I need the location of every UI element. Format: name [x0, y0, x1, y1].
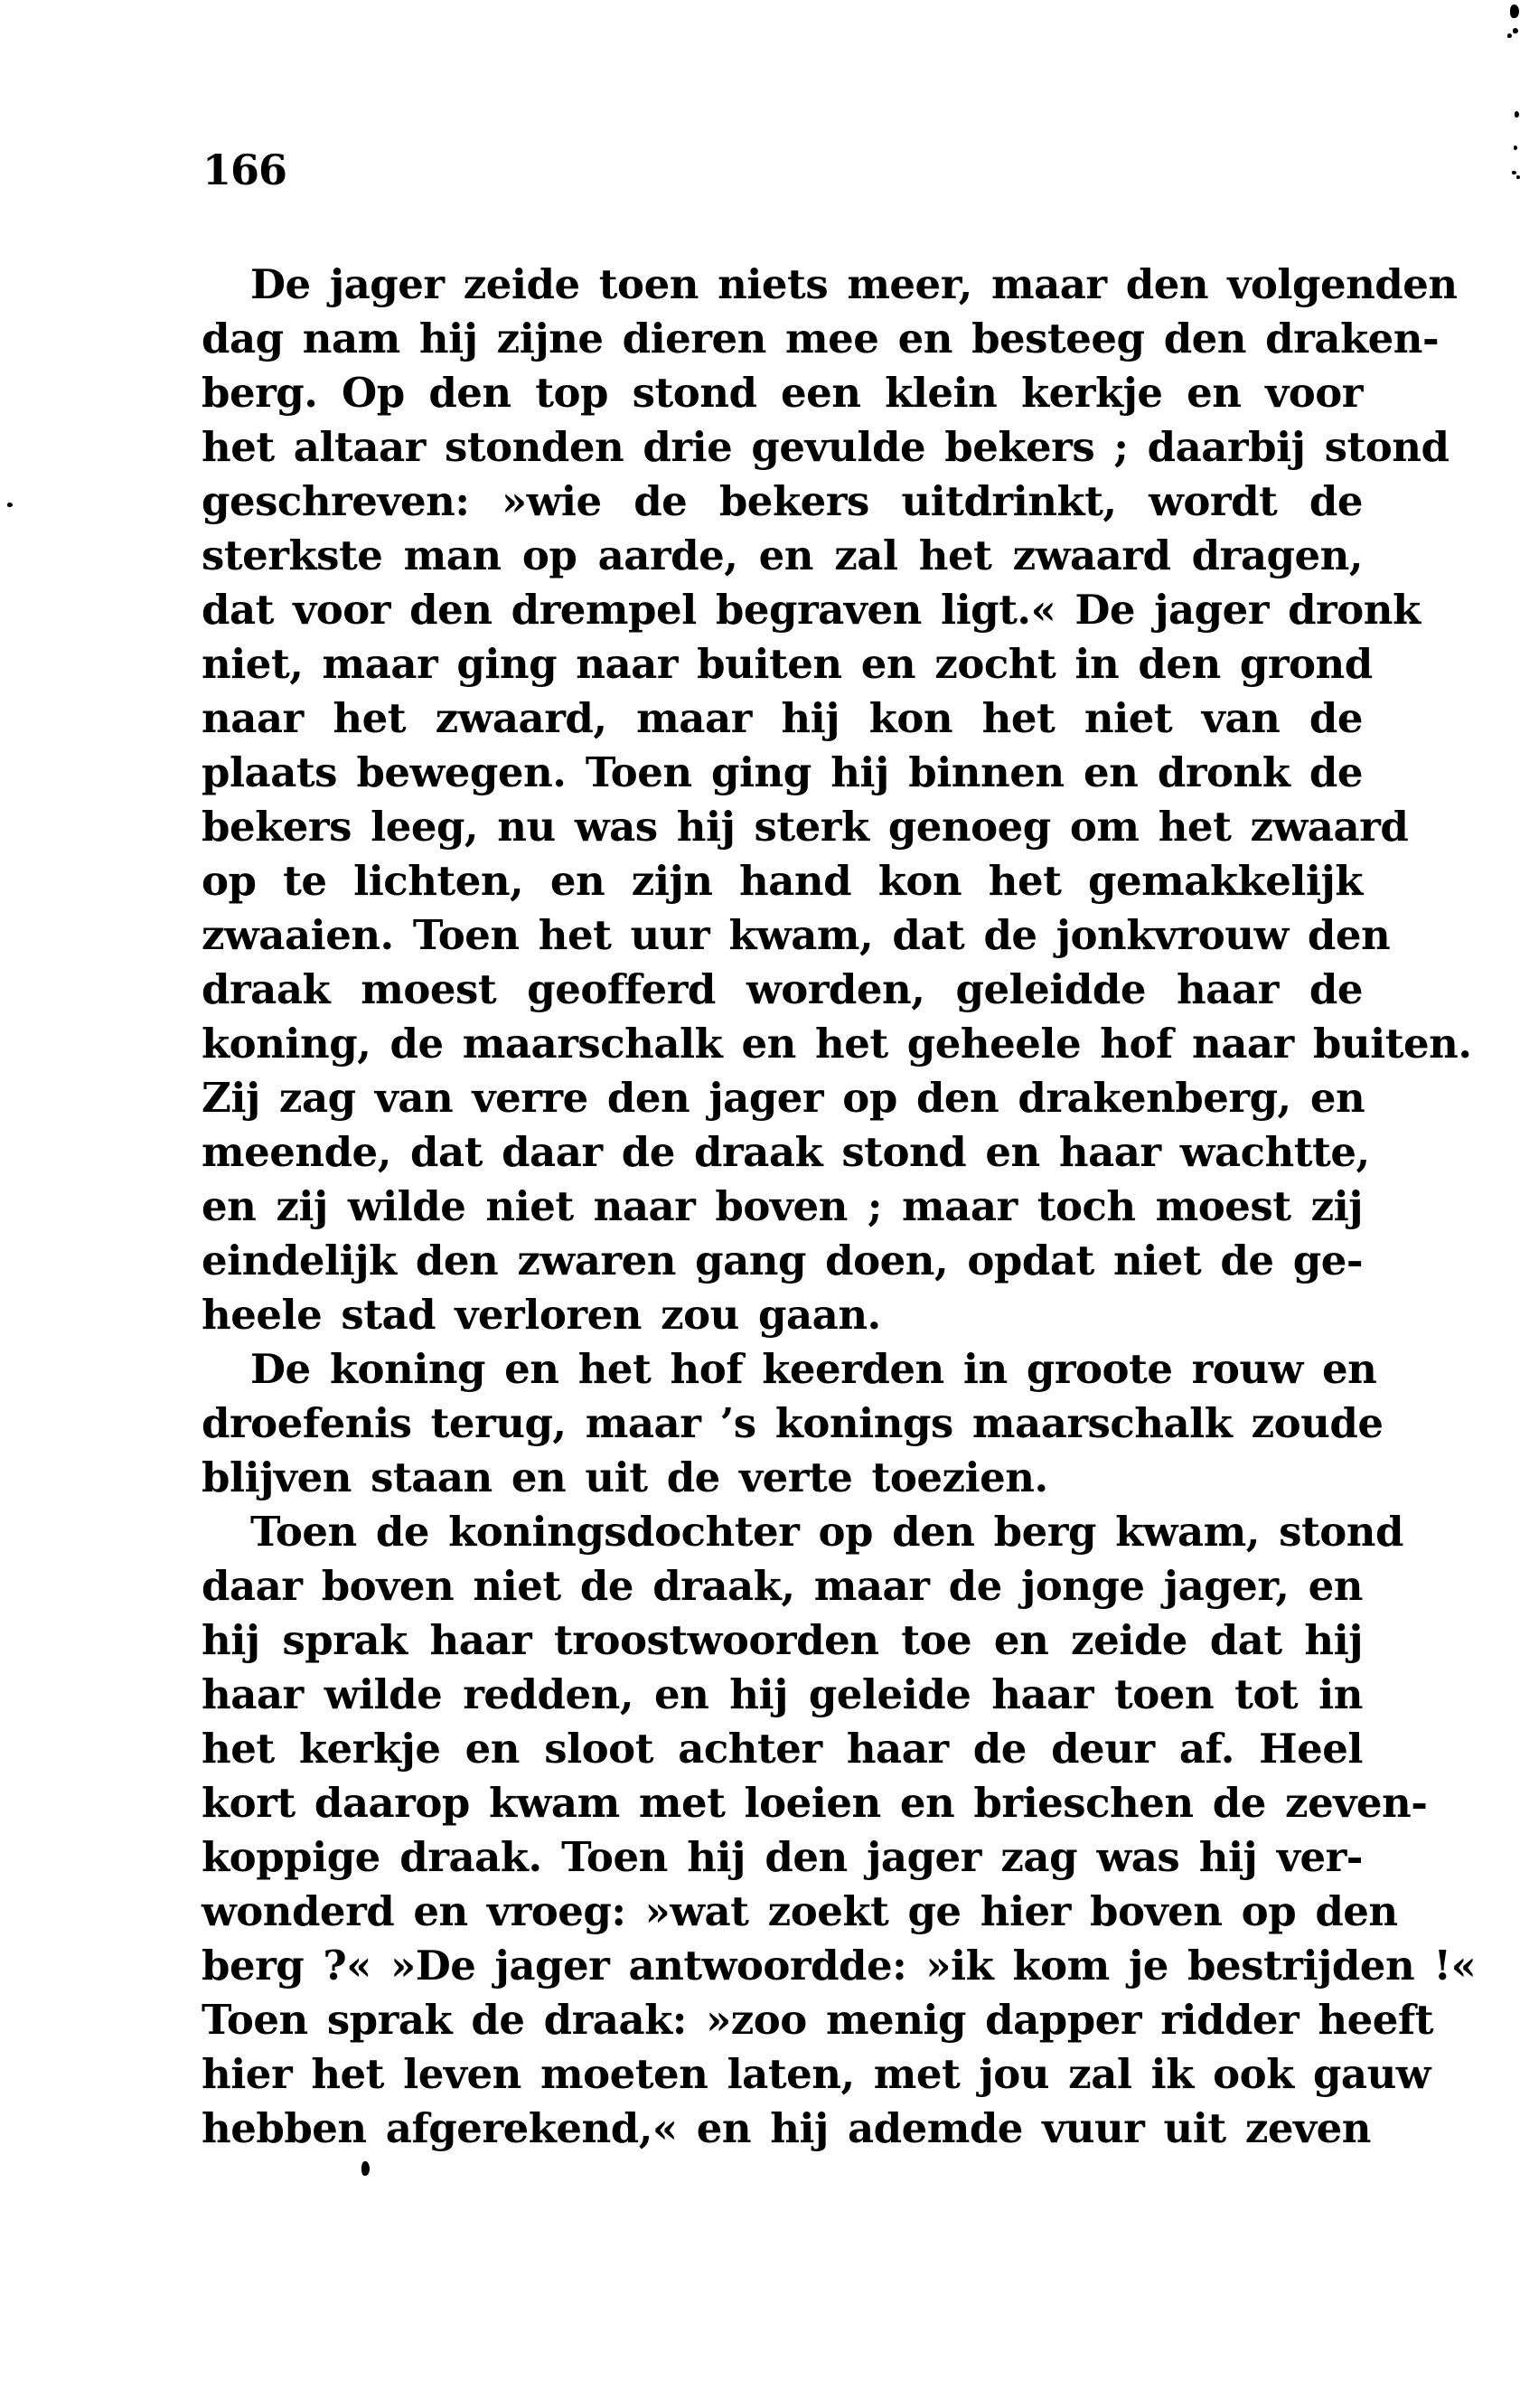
text-line: Toen de koningsdochter op den berg kwam, stond — [250, 1508, 1403, 1556]
text-line: blijven staan en uit de verte toezien. — [202, 1453, 1048, 1501]
ink-speck — [1513, 28, 1518, 33]
text-line: koning, de maarschalk en het geheele hof naar buiten. — [202, 1020, 1472, 1068]
text-line: heele stad verloren zou gaan. — [202, 1291, 881, 1339]
text-line: dat voor den drempel begraven ligt.« De jager dronk — [202, 586, 1421, 634]
text-line: dag nam hij zijne dieren mee en besteeg den draken- — [202, 315, 1440, 362]
page-text — [202, 258, 1477, 2156]
text-line: daar boven niet de draak, maar de jonge jager, en — [202, 1562, 1363, 1610]
text-line: meende, dat daar de draak stond en haar wachtte, — [202, 1128, 1370, 1176]
text-line: zwaaien. Toen het uur kwam, dat de jonkvrouw den — [202, 911, 1391, 959]
text-line: kort daarop kwam met loeien en brieschen de zeven- — [202, 1779, 1428, 1827]
text-line: wonderd en vroeg: »wat zoekt ge hier boven op den — [202, 1887, 1398, 1935]
text-line: het kerkje en sloot achter haar de deur af. Heel — [202, 1725, 1363, 1773]
text-line: eindelijk den zwaren gang doen, opdat niet de ge- — [202, 1237, 1363, 1284]
text-line: bekers leeg, nu was hij sterk genoeg om het zwaard — [202, 803, 1409, 851]
text-line: berg ?« »De jager antwoordde: »ik kom je bestrijden !« — [202, 1942, 1477, 1989]
text-line: op te lichten, en zijn hand kon het gemakkelijk — [202, 857, 1363, 905]
text-line: berg. Op den top stond een klein kerkje en voor — [202, 369, 1363, 417]
text-line: Toen sprak de draak: »zoo menig dapper ridder heeft — [202, 1996, 1434, 2044]
ink-speck — [1516, 175, 1520, 179]
text-line: en zij wilde niet naar boven ; maar toch moest zij — [202, 1182, 1363, 1230]
ink-speck — [7, 503, 13, 507]
text-line: geschreven: »wie de bekers uitdrinkt, wordt de — [202, 477, 1363, 525]
text-line: De koning en het hof keerden in groote rouw en — [250, 1345, 1377, 1393]
ink-speck — [361, 2161, 370, 2176]
text-line: draak moest geofferd worden, geleidde haar de — [202, 965, 1363, 1013]
text-line: haar wilde redden, en hij geleide haar toen tot in — [202, 1670, 1363, 1718]
ink-speck — [1510, 5, 1519, 18]
text-line: droefenis terug, maar ’s konings maarschalk zoude — [202, 1399, 1384, 1447]
ink-speck — [1507, 33, 1512, 38]
text-line: naar het zwaard, maar hij kon het niet van de — [202, 694, 1363, 742]
text-line: sterkste man op aarde, en zal het zwaard dragen, — [202, 531, 1363, 579]
text-line: plaats bewegen. Toen ging hij binnen en dronk de — [202, 748, 1363, 796]
text-line: hij sprak haar troostwoorden toe en zeide dat hij — [202, 1616, 1363, 1664]
text-line: Zij zag van verre den jager op den drakenberg, en — [202, 1074, 1365, 1122]
text-line: De jager zeide toen niets meer, maar den volgenden — [250, 260, 1458, 308]
ink-speck — [1512, 171, 1516, 174]
text-line: koppige draak. Toen hij den jager zag was hij ver- — [202, 1833, 1363, 1881]
page-number: 166 — [202, 146, 287, 194]
text-line: niet, maar ging naar buiten en zocht in den grond — [202, 640, 1373, 688]
ink-speck — [1514, 146, 1517, 150]
text-line: het altaar stonden drie gevulde bekers ; daarbij stond — [202, 423, 1450, 471]
text-line: hier het leven moeten laten, met jou zal ik ook gauw — [202, 2050, 1431, 2098]
ink-speck — [1515, 111, 1519, 118]
text-line: hebben afgerekend,« en hij ademde vuur uit zeven — [202, 2104, 1371, 2152]
